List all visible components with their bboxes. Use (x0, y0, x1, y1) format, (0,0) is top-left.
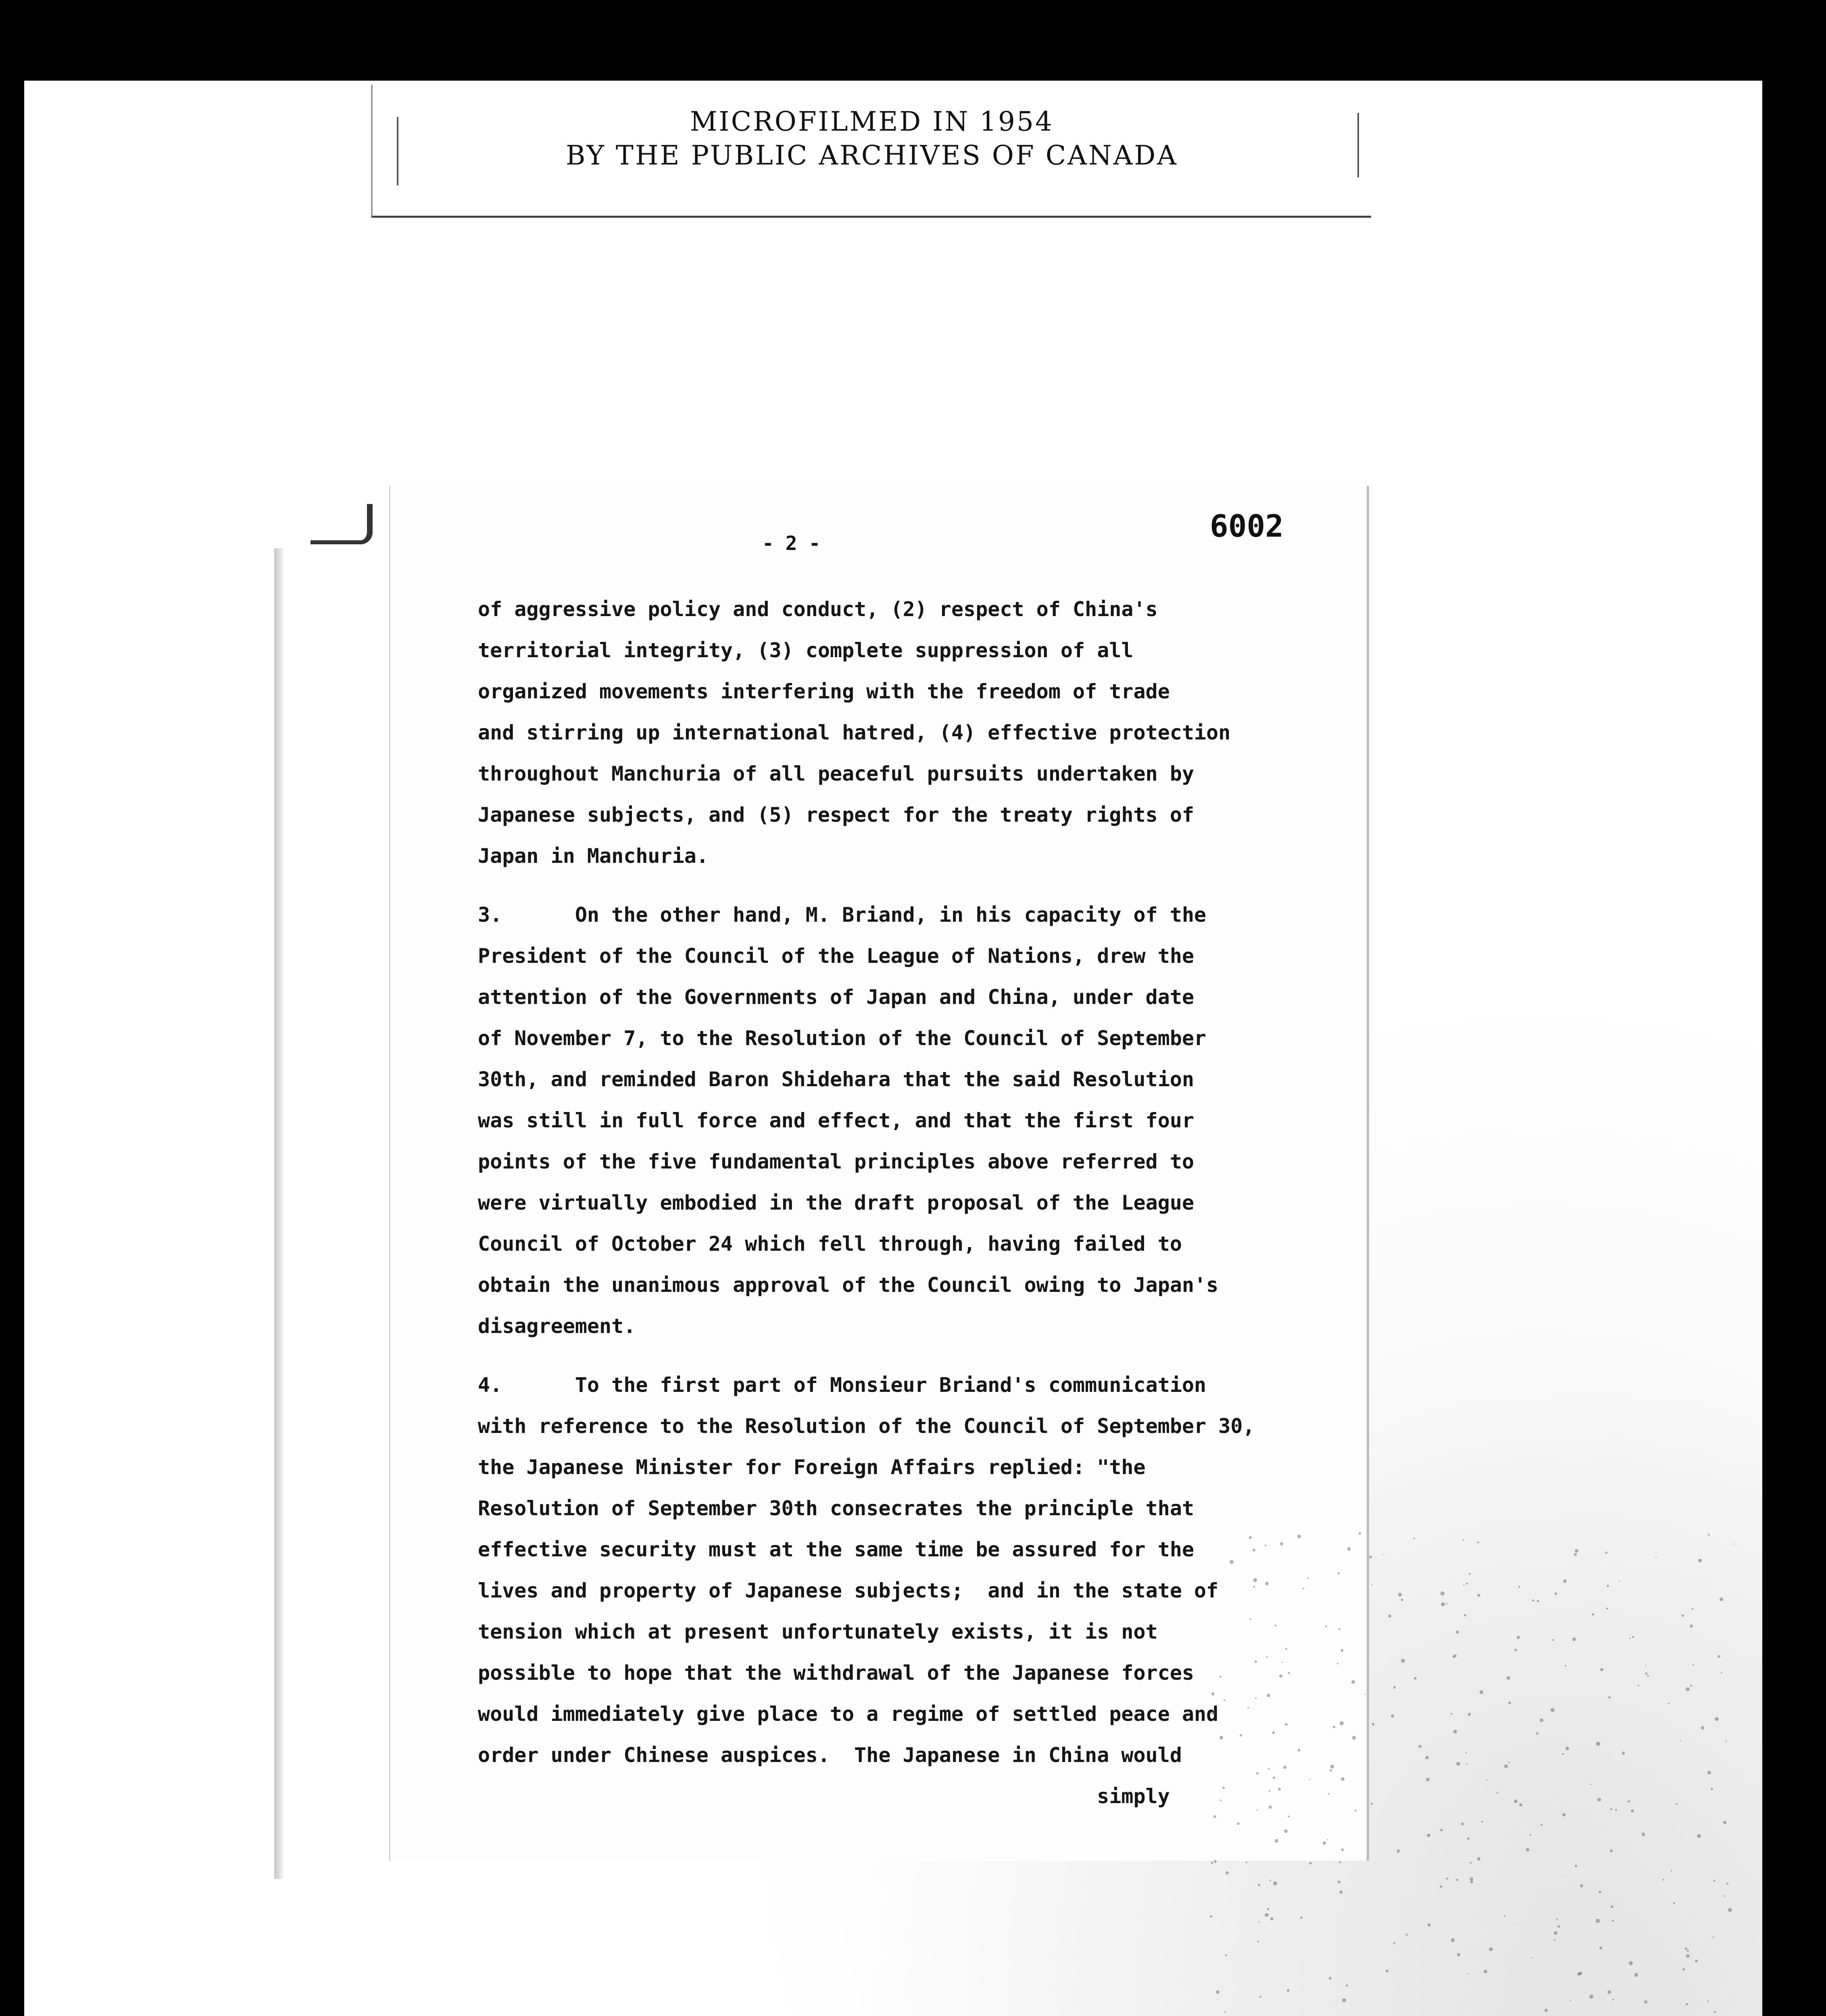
film-speck (1644, 2000, 1647, 2004)
film-speck (1372, 1723, 1375, 1726)
film-speck (1655, 1557, 1657, 1558)
document-line: of aggressive policy and conduct, (2) respect of China's (478, 598, 1158, 621)
film-speck (1341, 1777, 1344, 1781)
film-speck (1278, 1788, 1281, 1791)
film-speck (1477, 1594, 1480, 1597)
film-speck (1698, 1559, 1702, 1562)
film-speck (1253, 1549, 1255, 1552)
film-speck (1270, 1917, 1274, 1920)
film-speck (1297, 1535, 1301, 1538)
document-line: obtain the unanimous approval of the Council owing to Japan's (478, 1273, 1219, 1297)
film-speck (1555, 1592, 1557, 1595)
film-speck (1257, 1810, 1258, 1811)
film-speck (1526, 1848, 1529, 1851)
film-speck (1219, 1676, 1222, 1678)
document-line: effective security must at the same time be assured for the (478, 1538, 1194, 1561)
film-speck (1572, 1637, 1576, 1641)
film-speck (1269, 1806, 1272, 1809)
film-speck (1715, 1717, 1718, 1721)
film-speck (1393, 1942, 1395, 1944)
film-speck (1282, 1662, 1283, 1663)
film-speck (1268, 1768, 1269, 1769)
film-speck (1425, 1756, 1428, 1759)
film-speck (1692, 1608, 1693, 1610)
film-speck (1333, 1726, 1335, 1728)
film-speck (1342, 1998, 1346, 2002)
film-speck (1453, 1730, 1457, 1733)
film-speck (1451, 1938, 1455, 1942)
film-speck (1647, 1675, 1649, 1677)
film-speck (1701, 1726, 1704, 1729)
film-speck (1695, 1960, 1698, 1962)
film-speck (1323, 1841, 1326, 1845)
film-speck (1690, 1624, 1693, 1628)
film-speck (1309, 1862, 1312, 1865)
film-speck (1563, 1579, 1567, 1583)
film-speck (1341, 1649, 1343, 1652)
film-speck (1724, 1895, 1725, 1897)
film-speck (1330, 1765, 1334, 1768)
document-line: would immediately give place to a regime of settled peace and (478, 1702, 1219, 1726)
film-speck (1622, 1752, 1625, 1755)
film-speck (1393, 1686, 1395, 1688)
film-speck (1697, 1834, 1701, 1838)
film-speck (1230, 1560, 1234, 1564)
film-speck (1642, 1833, 1645, 1836)
film-speck (1645, 1672, 1647, 1674)
film-speck (1690, 1685, 1692, 1687)
film-speck (1551, 1708, 1555, 1712)
film-speck (1247, 1707, 1249, 1708)
film-speck (1214, 1860, 1217, 1863)
film-speck (1575, 1865, 1577, 1867)
film-speck (1401, 1659, 1405, 1663)
film-speck (1224, 2011, 1226, 2013)
film-speck (1540, 1718, 1543, 1722)
film-speck (1607, 1585, 1609, 1587)
film-speck (1300, 1916, 1303, 1919)
stamp-line-2: BY THE PUBLIC ARCHIVES OF CANADA (566, 140, 1178, 171)
film-speck (1351, 1680, 1355, 1684)
film-speck (1341, 1848, 1344, 1851)
document-line: order under Chinese auspices. The Japanese in China would (478, 1743, 1182, 1767)
film-speck (1628, 1800, 1630, 1803)
film-speck (1352, 1736, 1356, 1739)
film-speck (1484, 1970, 1487, 1973)
paragraph-gap (478, 1347, 1301, 1364)
film-speck (1711, 1788, 1713, 1790)
film-speck (1466, 1763, 1467, 1764)
document-line: territorial integrity, (3) complete suppression of all (478, 639, 1134, 662)
film-speck (1265, 1913, 1268, 1917)
film-speck (1329, 1977, 1332, 1980)
film-speck (1631, 1810, 1634, 1812)
film-speck (1338, 1881, 1340, 1883)
film-speck (1565, 1747, 1569, 1750)
document-line: possible to hope that the withdrawal of the Japanese forces (478, 1661, 1194, 1685)
film-speck (1519, 1804, 1522, 1806)
film-speck (1225, 1954, 1227, 1956)
film-speck (1612, 1999, 1614, 2000)
film-speck (1663, 1879, 1664, 1881)
film-speck (1514, 1799, 1517, 1803)
film-speck (1605, 1552, 1607, 1554)
film-speck (1398, 1593, 1402, 1596)
film-speck (1456, 1879, 1458, 1881)
document-line: was still in full force and effect, and that the first four (478, 1109, 1194, 1132)
document-line: of November 7, to the Resolution of the Council of September (478, 1027, 1207, 1050)
film-speck (1267, 1694, 1270, 1697)
stamp-tick-right (1357, 113, 1359, 177)
film-speck (1608, 1696, 1610, 1698)
film-speck (1365, 1694, 1366, 1695)
film-speck (1213, 1815, 1216, 1818)
film-speck (1339, 1861, 1341, 1863)
film-speck (1532, 1957, 1533, 1958)
film-speck (1246, 1862, 1247, 1863)
film-speck (1275, 1839, 1278, 1843)
document-body (478, 589, 1301, 1817)
film-speck (1629, 1961, 1632, 1965)
stamp-line-1: MICROFILMED IN 1954 (690, 106, 1054, 137)
document-line: Council of October 24 which fell through, having failed to (478, 1232, 1182, 1256)
film-speck (1330, 1769, 1332, 1772)
document-line: 3. On the other hand, M. Briand, in his capacity of the (478, 903, 1207, 927)
document-line: attention of the Governments of Japan and China, under date (478, 985, 1194, 1009)
film-speck (1463, 1585, 1465, 1586)
film-speck (1272, 1731, 1275, 1734)
film-speck (1340, 1721, 1344, 1725)
film-speck (1685, 1947, 1687, 1950)
film-speck (1222, 1787, 1225, 1789)
film-speck (1456, 1762, 1460, 1766)
film-speck (1211, 1692, 1214, 1695)
film-speck (1599, 1947, 1602, 1949)
film-speck (1269, 1880, 1271, 1881)
film-speck (1468, 1713, 1471, 1716)
film-speck (1634, 1973, 1638, 1977)
film-speck (1372, 1584, 1373, 1585)
film-speck (1257, 1941, 1259, 1943)
film-speck (1288, 1672, 1290, 1674)
film-speck (1457, 1953, 1460, 1956)
film-speck (1391, 1714, 1394, 1718)
film-speck (1574, 1553, 1576, 1556)
film-speck (1338, 1572, 1340, 1574)
document-line: 30th, and reminded Baron Shidehara that the said Resolution (478, 1068, 1194, 1091)
film-speck (1676, 1803, 1678, 1805)
film-speck (1426, 1778, 1430, 1781)
film-speck (1687, 1950, 1689, 1952)
film-speck (1258, 1921, 1259, 1922)
page-number: - 2 - (762, 532, 821, 555)
stamp-tick-left (397, 117, 398, 185)
film-speck (1514, 1649, 1517, 1651)
film-speck (1671, 1870, 1672, 1871)
film-speck (1590, 1784, 1591, 1785)
film-speck (1686, 1954, 1690, 1958)
document-line: and stirring up international hatred, (4) effective protection (478, 721, 1231, 744)
film-speck (1346, 1985, 1348, 1987)
film-speck (1713, 1880, 1715, 1881)
film-speck (1237, 1822, 1239, 1825)
film-speck (1610, 1849, 1613, 1852)
film-speck (1504, 1764, 1508, 1768)
document-line: President of the Council of the League of Nations, drew the (478, 944, 1194, 968)
document-line: 4. To the first part of Monsieur Briand's communication (478, 1373, 1207, 1397)
document-line: points of the five fundamental principles above referred to (478, 1150, 1194, 1173)
film-speck (1532, 1599, 1534, 1602)
paper-clip-mark (311, 504, 373, 544)
film-speck (1298, 1749, 1300, 1751)
film-speck (1249, 1536, 1252, 1539)
film-speck (1211, 1711, 1215, 1715)
film-edge (1762, 0, 1826, 2016)
film-speck (1418, 1745, 1421, 1748)
film-speck (1645, 1665, 1647, 1666)
film-speck (1726, 1740, 1727, 1741)
film-speck (1728, 1908, 1732, 1912)
film-speck (1556, 1918, 1558, 1920)
film-speck (1686, 2003, 1688, 2006)
film-speck (1303, 1588, 1304, 1589)
film-speck (1726, 1883, 1728, 1885)
film-speck (1545, 2009, 1548, 2012)
document-line: with reference to the Resolution of the Council of September 30, (478, 1414, 1255, 1438)
film-speck (1253, 1586, 1255, 1587)
film-speck (1269, 1790, 1270, 1792)
film-speck (1371, 1803, 1373, 1805)
document-line: Japan in Manchuria. (478, 844, 709, 868)
film-speck (1355, 1810, 1357, 1812)
film-speck (1397, 1849, 1400, 1853)
film-speck (1253, 1578, 1257, 1582)
document-line: organized movements interfering with the freedom of trade (478, 680, 1170, 703)
film-speck (1632, 1636, 1634, 1638)
document-line: throughout Manchuria of all peaceful pursuits undertaken by (478, 762, 1194, 785)
film-speck (1607, 1990, 1611, 1993)
document-line: tension which at present unfortunately exists, it is not (478, 1620, 1158, 1643)
film-speck (1723, 1821, 1726, 1824)
film-speck (1589, 1995, 1593, 1999)
paragraph-gap (478, 877, 1301, 894)
film-speck (1612, 1920, 1614, 1922)
document-line: disagreement. (478, 1314, 636, 1338)
film-speck (1280, 1542, 1283, 1545)
film-speck (1388, 1614, 1391, 1618)
film-speck (1638, 1685, 1639, 1686)
microfilm-stamp (371, 85, 1371, 218)
film-speck (1283, 1766, 1286, 1768)
film-speck (1708, 1534, 1710, 1536)
film-speck (1600, 1668, 1603, 1671)
film-speck (1480, 1690, 1484, 1694)
film-speck (1340, 1891, 1342, 1893)
document-shadow (274, 548, 283, 1879)
film-speck (1540, 1824, 1543, 1826)
film-speck (1596, 1742, 1600, 1746)
film-speck (1440, 1591, 1445, 1595)
folio-number: 6002 (1210, 508, 1284, 544)
film-speck (1530, 1834, 1531, 1836)
film-speck (1596, 1919, 1600, 1923)
film-speck (1668, 1703, 1670, 1704)
film-speck (1258, 1884, 1260, 1886)
film-speck (1273, 1776, 1275, 1779)
film-speck (1673, 1902, 1675, 1904)
document-line: Japanese subjects, and (5) respect for the treaty rights of (478, 803, 1194, 827)
film-speck (1266, 1656, 1268, 1658)
film-speck (1720, 1597, 1723, 1601)
document-line: lives and property of Japanese subjects; and in the state of (478, 1579, 1219, 1602)
film-speck (1446, 1878, 1448, 1880)
film-speck (1267, 1908, 1269, 1910)
film-speck (1562, 1813, 1565, 1816)
film-speck (1481, 1821, 1483, 1822)
film-speck (1446, 1603, 1447, 1604)
document-line: were virtually embodied in the draft proposal of the League (478, 1191, 1194, 1214)
film-speck (1686, 1687, 1690, 1691)
film-speck (1470, 1881, 1473, 1883)
film-speck (1467, 1837, 1470, 1840)
film-speck (1273, 1881, 1277, 1885)
document-line: the Japanese Minister for Foreign Affairs replied: "the (478, 1456, 1146, 1479)
film-speck (1552, 1639, 1554, 1641)
document-line: Resolution of September 30th consecrates the principle that (478, 1497, 1194, 1520)
document-line: simply (478, 1785, 1170, 1808)
film-speck (1275, 1624, 1276, 1626)
film-speck (1211, 1862, 1213, 1864)
film-speck (1440, 1885, 1442, 1888)
film-speck (1562, 1753, 1563, 1755)
film-speck (1557, 1925, 1560, 1928)
film-speck (1597, 1798, 1601, 1802)
film-speck (1401, 1599, 1403, 1601)
film-speck (1216, 1990, 1219, 1994)
